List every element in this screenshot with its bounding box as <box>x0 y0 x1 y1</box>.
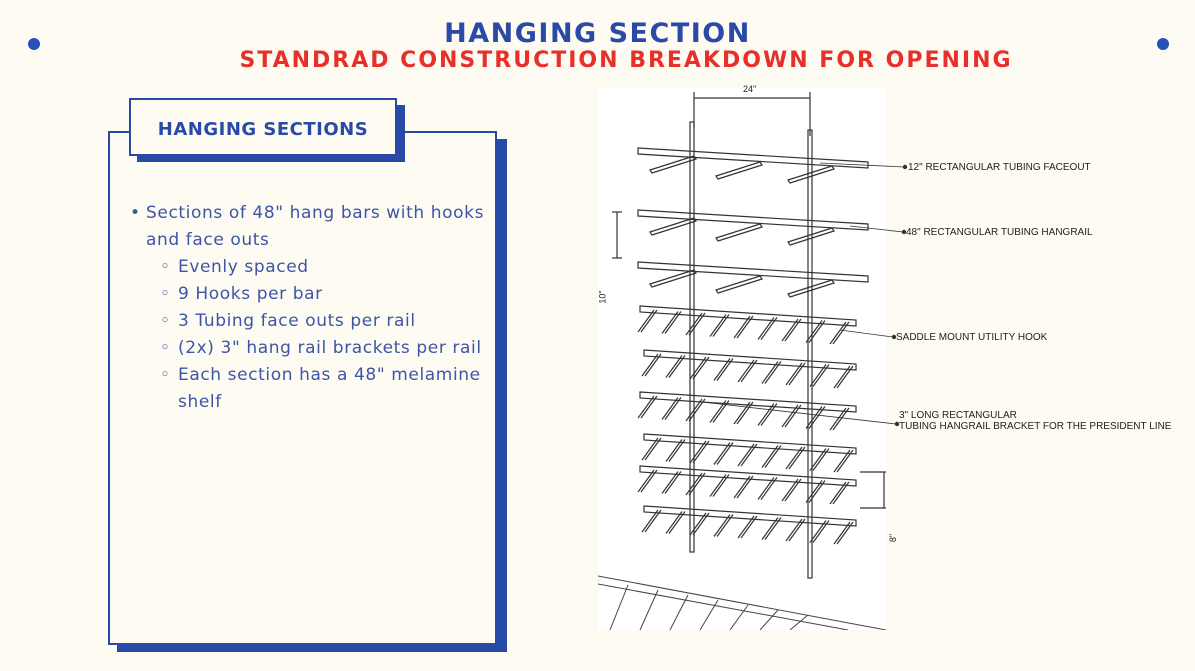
section-tag-label: HANGING SECTIONS <box>157 119 369 140</box>
sub-bullet-item: ◦ Each section has a 48" melamine shelf <box>130 362 500 416</box>
bullet-item: • Sections of 48" hang bars with hooks and face outs <box>130 200 500 254</box>
callout-hangrail: 48" RECTANGULAR TUBING HANGRAIL <box>906 227 1093 238</box>
sub-bullet-item: ◦ 9 Hooks per bar <box>130 281 500 308</box>
callout-faceout: 12" RECTANGULAR TUBING FACEOUT <box>908 162 1091 173</box>
dimension-right: 8" <box>888 533 899 543</box>
sub-bullet-item: ◦ 3 Tubing face outs per rail <box>130 308 500 335</box>
sub-bullet-item: ◦ Evenly spaced <box>130 254 500 281</box>
dimension-left: 10" <box>597 290 608 304</box>
dimension-top: 24" <box>743 84 757 94</box>
callout-bracket-line1: 3" LONG RECTANGULAR <box>899 410 1017 421</box>
page-title: HANGING SECTION <box>444 18 751 49</box>
sub-bullet-item: ◦ (2x) 3" hang rail brackets per rail <box>130 335 500 362</box>
callout-hook: SADDLE MOUNT UTILITY HOOK <box>896 332 1048 343</box>
callout-bracket-line2: TUBING HANGRAIL BRACKET FOR THE PRESIDENT LINE <box>899 421 1172 432</box>
page-subtitle: STANDRAD CONSTRUCTION BREAKDOWN FOR OPENING <box>239 48 1013 73</box>
